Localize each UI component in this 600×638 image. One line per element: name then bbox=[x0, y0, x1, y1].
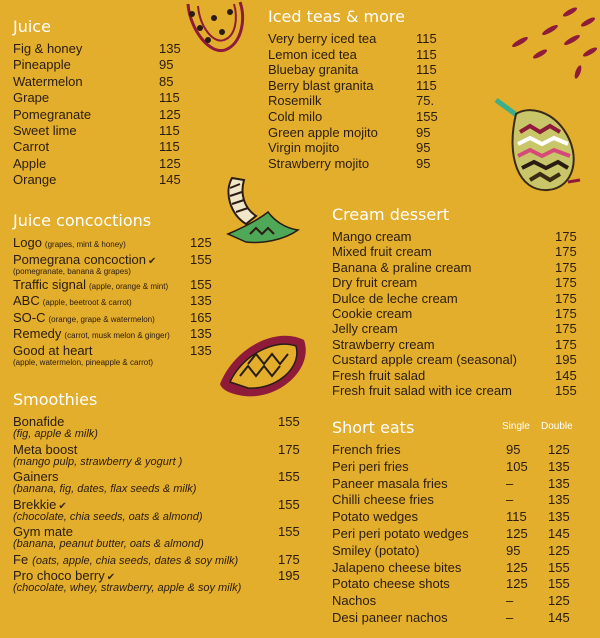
banana-illustration bbox=[222, 172, 302, 252]
item-price-single: 95 bbox=[506, 442, 521, 457]
item-name: Mixed fruit cream bbox=[332, 244, 432, 260]
item-price-double: 135 bbox=[548, 475, 570, 491]
section-juice bbox=[13, 18, 188, 189]
section-smoothies bbox=[13, 391, 303, 595]
menu-item bbox=[268, 156, 443, 172]
section-cream bbox=[332, 206, 580, 398]
item-price: 95 bbox=[416, 155, 431, 171]
item-price: 175 bbox=[555, 275, 577, 291]
item-price: 125 bbox=[159, 106, 181, 122]
item-price: 95 bbox=[159, 57, 174, 73]
item-price: 175 bbox=[555, 305, 577, 321]
cream-list bbox=[332, 229, 580, 398]
item-detail: (apple, orange & mint) bbox=[88, 281, 169, 291]
item-price: 135 bbox=[190, 326, 212, 341]
menu-item bbox=[13, 172, 188, 188]
veg-mark-icon: ✔ bbox=[147, 255, 157, 267]
item-detail: (apple, beetroot & carrot) bbox=[42, 298, 132, 307]
item-name: Jalapeno cheese bites bbox=[332, 559, 462, 575]
item-name: Orange bbox=[13, 172, 57, 188]
short-eats-list bbox=[332, 442, 580, 627]
menu-item bbox=[268, 31, 443, 47]
item-title: Logo bbox=[13, 235, 42, 250]
item-name: Berry blast granita bbox=[268, 77, 374, 93]
item-price: 135 bbox=[159, 41, 181, 56]
menu-item bbox=[13, 123, 188, 139]
menu-item bbox=[13, 310, 218, 327]
menu-item bbox=[13, 552, 303, 568]
item-price-double: 135 bbox=[548, 509, 570, 525]
item-name: Strawberry cream bbox=[332, 336, 435, 352]
menu-item bbox=[13, 41, 188, 57]
menu-item bbox=[332, 383, 580, 398]
menu-item bbox=[332, 509, 580, 526]
menu-item bbox=[13, 252, 218, 277]
item-price-double: 155 bbox=[548, 576, 570, 592]
item-name bbox=[13, 552, 238, 569]
item-title: Gym mate bbox=[13, 524, 73, 539]
item-name: Potato wedges bbox=[332, 509, 419, 525]
item-title: Traffic signal bbox=[13, 276, 86, 292]
menu-item bbox=[13, 524, 303, 552]
item-price-single: – bbox=[506, 492, 514, 508]
item-price: 195 bbox=[278, 567, 300, 583]
menu-item bbox=[13, 343, 218, 368]
menu-item bbox=[13, 293, 218, 310]
item-price: 115 bbox=[416, 46, 437, 62]
pear-illustration bbox=[488, 96, 588, 196]
item-price: 125 bbox=[190, 235, 212, 250]
menu-item bbox=[13, 156, 188, 172]
menu-item bbox=[268, 125, 443, 141]
menu-item bbox=[332, 229, 580, 244]
item-name: Potato cheese shots bbox=[332, 576, 450, 592]
item-price: 145 bbox=[555, 367, 577, 383]
item-name bbox=[13, 310, 155, 327]
item-price: 115 bbox=[416, 62, 437, 78]
item-name: Dulce de leche cream bbox=[332, 290, 458, 306]
item-name: Watermelon bbox=[13, 73, 83, 89]
item-detail: (banana, peanut butter, oats & almond) bbox=[13, 538, 204, 550]
item-name: Desi paneer nachos bbox=[332, 609, 448, 625]
item-price-double: 135 bbox=[548, 458, 570, 474]
item-name: Lemon iced tea bbox=[268, 46, 357, 62]
item-detail: (banana, fig, dates, flax seeds & milk) bbox=[13, 483, 197, 495]
item-detail: (fig, apple & milk) bbox=[13, 428, 98, 440]
item-price: 115 bbox=[416, 77, 437, 93]
item-name: Pomegranate bbox=[13, 106, 92, 122]
item-name: Peri peri fries bbox=[332, 458, 409, 474]
item-price: 195 bbox=[555, 352, 577, 368]
item-price-single: – bbox=[506, 609, 514, 625]
menu-item bbox=[268, 62, 443, 78]
item-price: 175 bbox=[278, 551, 300, 567]
item-name bbox=[13, 326, 170, 343]
menu-item bbox=[13, 107, 188, 123]
item-name: Grape bbox=[13, 90, 50, 106]
item-price: 175 bbox=[555, 244, 577, 260]
smoothies-list bbox=[13, 414, 303, 595]
section-iced-teas bbox=[268, 8, 443, 171]
menu-item bbox=[332, 321, 580, 336]
item-name: Custard apple cream (seasonal) bbox=[332, 352, 517, 368]
menu-item bbox=[332, 306, 580, 321]
item-name: Fresh fruit salad with ice cream bbox=[332, 382, 512, 398]
item-name: Mango cream bbox=[332, 229, 412, 244]
menu-item bbox=[13, 90, 188, 106]
item-price-double: 145 bbox=[548, 525, 570, 541]
menu-item bbox=[332, 337, 580, 352]
item-price: 115 bbox=[159, 139, 180, 155]
item-detail: (orange, grape & watermelon) bbox=[48, 314, 155, 324]
item-name: Green apple mojito bbox=[268, 124, 378, 140]
item-price: 135 bbox=[190, 342, 212, 358]
item-price-single: 125 bbox=[506, 576, 528, 592]
item-price: 115 bbox=[416, 31, 437, 46]
menu-item bbox=[332, 459, 580, 476]
menu-item bbox=[13, 497, 303, 525]
menu-item bbox=[13, 442, 303, 470]
column-head-single: Single bbox=[502, 421, 530, 432]
item-detail: (apple, watermelon, pineapple & carrot) bbox=[13, 357, 154, 367]
item-detail: (grapes, mint & honey) bbox=[44, 240, 126, 249]
papaya-illustration bbox=[214, 328, 314, 400]
item-price-double: 155 bbox=[548, 559, 570, 575]
item-price: 145 bbox=[159, 172, 181, 188]
item-price-single: 105 bbox=[506, 458, 528, 474]
item-price-single: 115 bbox=[506, 509, 527, 525]
menu-item bbox=[332, 352, 580, 367]
menu-item bbox=[13, 568, 303, 596]
item-price-double: 125 bbox=[548, 542, 570, 558]
item-name: Smiley (potato) bbox=[332, 542, 420, 558]
menu-item bbox=[13, 235, 218, 252]
item-title: Pomegrana concoction bbox=[13, 251, 146, 267]
item-price: 155 bbox=[278, 496, 300, 512]
item-price-double: 145 bbox=[548, 609, 570, 625]
item-price: 115 bbox=[159, 122, 180, 138]
menu-item bbox=[268, 78, 443, 94]
item-price: 75. bbox=[416, 93, 435, 109]
menu-item bbox=[13, 277, 218, 294]
item-name: Jelly cream bbox=[332, 321, 398, 337]
section-title-iced-teas: Iced teas & more bbox=[268, 7, 405, 26]
menu-item bbox=[332, 576, 580, 593]
item-name bbox=[13, 235, 126, 252]
seeds-illustration bbox=[500, 0, 600, 90]
item-price-single: – bbox=[506, 475, 514, 491]
item-price: 175 bbox=[555, 259, 577, 275]
menu-item bbox=[13, 57, 188, 73]
item-title: Brekkie bbox=[13, 496, 57, 512]
menu-item bbox=[268, 140, 443, 156]
item-price: 125 bbox=[159, 155, 181, 171]
menu-item bbox=[332, 291, 580, 306]
item-name: Cookie cream bbox=[332, 305, 413, 321]
menu-item bbox=[332, 476, 580, 493]
item-name: Paneer masala fries bbox=[332, 475, 448, 491]
item-name: Apple bbox=[13, 155, 47, 171]
section-title-cream: Cream dessert bbox=[332, 205, 450, 224]
item-price: 115 bbox=[159, 90, 180, 106]
item-name bbox=[13, 293, 132, 310]
item-name: Strawberry mojito bbox=[268, 155, 370, 171]
item-price: 85 bbox=[159, 73, 174, 89]
item-title: SO-C bbox=[13, 309, 46, 325]
column-head-double: Double bbox=[541, 421, 573, 432]
item-title: Bonafide bbox=[13, 414, 65, 429]
section-title-short-eats: Short eats bbox=[332, 418, 415, 437]
item-detail: (pomegranate, banana & grapes) bbox=[13, 266, 131, 276]
item-price-double: 125 bbox=[548, 442, 570, 457]
item-price: 175 bbox=[555, 336, 577, 352]
item-title: ABC bbox=[13, 293, 40, 308]
item-price: 95 bbox=[416, 140, 431, 156]
item-name: Fig & honey bbox=[13, 41, 83, 56]
item-price-single: 125 bbox=[506, 559, 528, 575]
item-name: Cold milo bbox=[268, 108, 323, 124]
iced-teas-list bbox=[268, 31, 443, 171]
item-name: Dry fruit cream bbox=[332, 275, 418, 291]
item-price: 175 bbox=[555, 290, 577, 306]
item-name: Pineapple bbox=[13, 57, 71, 73]
item-price: 155 bbox=[190, 276, 212, 292]
menu-item bbox=[332, 526, 580, 543]
item-price: 155 bbox=[416, 108, 438, 124]
item-name: Chilli cheese fries bbox=[332, 492, 434, 508]
item-name: Carrot bbox=[13, 139, 50, 155]
section-concoctions bbox=[13, 212, 218, 368]
section-title-concoctions: Juice concoctions bbox=[13, 211, 152, 230]
item-name: Virgin mojito bbox=[268, 140, 340, 156]
item-price: 175 bbox=[555, 321, 577, 337]
item-name: Rosemilk bbox=[268, 93, 322, 109]
item-price: 155 bbox=[278, 414, 300, 429]
menu-item bbox=[332, 442, 580, 459]
item-price: 155 bbox=[190, 251, 212, 267]
menu-item bbox=[332, 560, 580, 577]
item-price: 175 bbox=[555, 229, 577, 244]
menu-item bbox=[13, 139, 188, 155]
item-price-double: 125 bbox=[548, 593, 570, 609]
item-title: Gainers bbox=[13, 469, 59, 484]
menu-item bbox=[332, 543, 580, 560]
item-price: 155 bbox=[278, 524, 300, 539]
item-price: 135 bbox=[190, 293, 212, 308]
veg-mark-icon: ✔ bbox=[106, 571, 116, 583]
section-title-smoothies: Smoothies bbox=[13, 390, 98, 409]
item-detail: (carrot, musk melon & ginger) bbox=[64, 331, 170, 340]
menu-item bbox=[332, 492, 580, 509]
item-name: Bluebay granita bbox=[268, 62, 359, 78]
item-name: Banana & praline cream bbox=[332, 259, 472, 275]
item-price: 165 bbox=[190, 309, 212, 325]
item-price: 155 bbox=[555, 382, 577, 398]
menu-item bbox=[268, 109, 443, 125]
menu-item bbox=[13, 469, 303, 497]
item-name: Sweet lime bbox=[13, 122, 77, 138]
section-short-eats bbox=[332, 419, 580, 627]
item-name: Fresh fruit salad bbox=[332, 367, 426, 383]
menu-item bbox=[332, 368, 580, 383]
menu-item bbox=[332, 244, 580, 259]
item-title: Meta boost bbox=[13, 441, 78, 457]
concoctions-list bbox=[13, 235, 218, 368]
item-price-single: 95 bbox=[506, 542, 521, 558]
item-price-single: – bbox=[506, 593, 514, 609]
menu-item bbox=[332, 593, 580, 610]
juice-list bbox=[13, 41, 188, 189]
item-detail: (chocolate, chia seeds, oats & almond) bbox=[13, 510, 203, 523]
menu-item bbox=[13, 326, 218, 343]
menu-item bbox=[268, 93, 443, 109]
item-price: 175 bbox=[278, 441, 300, 457]
item-name: Nachos bbox=[332, 593, 377, 609]
menu-item bbox=[332, 275, 580, 290]
item-price-double: 135 bbox=[548, 492, 570, 508]
item-price: 95 bbox=[416, 124, 431, 140]
item-title: Remedy bbox=[13, 326, 62, 341]
item-title: Good at heart bbox=[13, 342, 93, 358]
item-title: Fe bbox=[13, 551, 29, 567]
veg-mark-icon: ✔ bbox=[58, 500, 67, 512]
item-name: Peri peri potato wedges bbox=[332, 525, 469, 541]
menu-item bbox=[13, 74, 188, 90]
item-title: Pro choco berry bbox=[13, 567, 105, 583]
section-title-juice: Juice bbox=[13, 17, 51, 36]
item-detail: (mango pulp, strawberry & yogurt ) bbox=[13, 455, 183, 468]
item-detail: (chocolate, whey, strawberry, apple & soy milk) bbox=[13, 581, 242, 594]
item-name bbox=[13, 277, 168, 294]
item-price-single: 125 bbox=[506, 525, 528, 541]
item-detail: (oats, apple, chia seeds, dates & soy milk) bbox=[32, 554, 239, 567]
menu-item bbox=[268, 47, 443, 63]
strawberry-illustration bbox=[180, 0, 250, 62]
menu-item bbox=[332, 610, 580, 627]
item-name: Very berry iced tea bbox=[268, 31, 377, 46]
menu-item bbox=[13, 414, 303, 442]
menu-item bbox=[332, 260, 580, 275]
item-name: French fries bbox=[332, 442, 401, 457]
item-price: 155 bbox=[278, 469, 300, 484]
